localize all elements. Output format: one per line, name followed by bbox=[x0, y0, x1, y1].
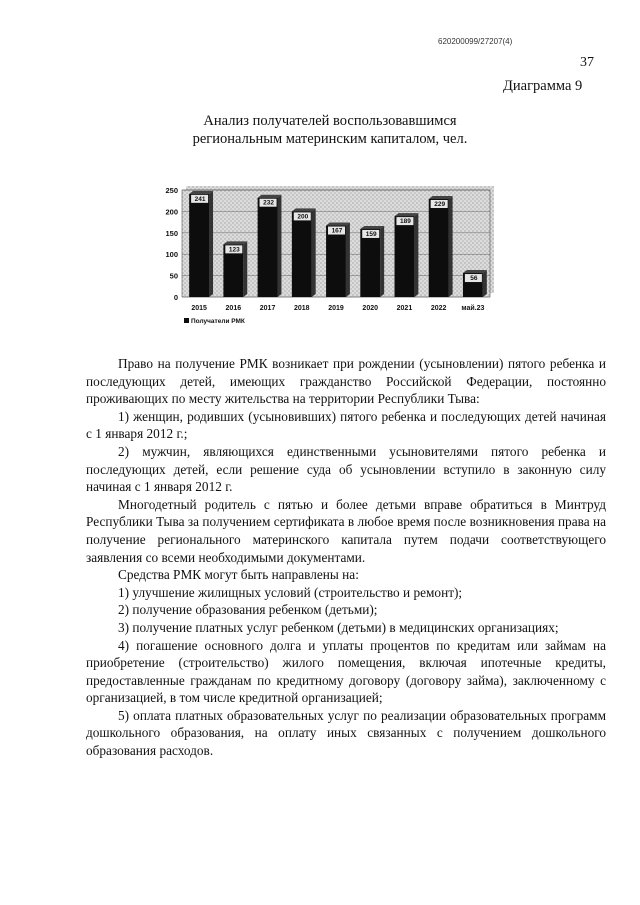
bar-top bbox=[223, 241, 247, 244]
data-label: 200 bbox=[297, 213, 309, 221]
y-tick-label: 100 bbox=[165, 250, 178, 260]
bar bbox=[292, 211, 312, 297]
bar-top bbox=[395, 213, 419, 216]
legend-label: Получатели РМК bbox=[191, 318, 245, 325]
bar bbox=[326, 226, 346, 297]
document-number: 620200099/27207(4) bbox=[438, 37, 513, 46]
page-number: 37 bbox=[580, 55, 594, 70]
y-tick-label: 150 bbox=[165, 228, 178, 238]
body-text bbox=[86, 355, 606, 760]
diagram-label: Диаграмма 9 bbox=[503, 78, 583, 94]
bar bbox=[189, 194, 209, 297]
x-tick-label: 2017 bbox=[259, 305, 276, 312]
paragraph-10: 5) оплата платных образовательных услуг по реализации образовательных программ дошкольного образования, на оплату иных связанных с получением дошкольного образования расходов. bbox=[86, 707, 606, 759]
data-label: 232 bbox=[263, 199, 274, 207]
bar-top bbox=[189, 191, 213, 194]
legend-swatch bbox=[184, 318, 189, 323]
bar-side bbox=[243, 241, 247, 297]
bar-side bbox=[380, 226, 384, 297]
x-tick-label: май.23 bbox=[461, 305, 485, 312]
paragraph-2: 1) женщин, родивших (усыновивших) пятого ребенка и последующих детей начиная с 1 января 2012 г.; bbox=[86, 408, 606, 442]
chart-title-line-1: Анализ получателей воспользовавшимся bbox=[203, 113, 457, 129]
bar-side bbox=[277, 195, 281, 297]
paragraph-6: 1) улучшение жилищных условий (строительство и ремонт); bbox=[118, 584, 463, 600]
data-label: 123 bbox=[228, 246, 240, 254]
bar-side bbox=[312, 208, 316, 297]
y-tick-label: 200 bbox=[165, 207, 178, 217]
data-label: 229 bbox=[434, 200, 446, 208]
chart-title bbox=[150, 112, 510, 148]
paragraph-9: 4) погашение основного долга и уплаты процентов по кредитам или займам на приобретение (строительство) жилого помещения, включая ипотечные кредиты, предоставленные гражданам по кредитному договору (договору займа), заключенному с организацией, в том числе кредитной организацией; bbox=[86, 637, 606, 706]
x-tick-label: 2018 bbox=[293, 305, 310, 312]
bar-side bbox=[483, 270, 487, 297]
y-tick-label: 0 bbox=[173, 293, 178, 302]
x-tick-label: 2022 bbox=[430, 305, 447, 312]
x-tick-label: 2015 bbox=[191, 305, 207, 312]
data-label: 56 bbox=[470, 275, 478, 283]
bar bbox=[395, 216, 415, 297]
paragraph-8: 3) получение платных услуг ребенком (детьми) в медицинских организациях; bbox=[118, 619, 559, 635]
bar bbox=[429, 199, 449, 297]
bar-top bbox=[292, 208, 316, 211]
bar-side bbox=[449, 196, 453, 297]
bar-side bbox=[209, 191, 213, 297]
data-label: 241 bbox=[194, 195, 206, 203]
data-label: 167 bbox=[331, 227, 343, 235]
bar bbox=[360, 229, 380, 297]
paragraph-5: Средства РМК могут быть направлены на: bbox=[118, 567, 359, 583]
bar-side bbox=[414, 213, 418, 297]
x-tick-label: 2020 bbox=[362, 305, 379, 312]
y-tick-label: 250 bbox=[165, 186, 178, 195]
bar bbox=[258, 198, 278, 297]
paragraph-3: 2) мужчин, являющихся единственными усыновителями пятого ребенка и последующих детей, если решение суда об усыновлении вступило в законную силу начиная с 1 января 2012 г. bbox=[86, 443, 606, 495]
bar-top bbox=[258, 195, 282, 198]
bar-top bbox=[360, 226, 384, 229]
bar-top bbox=[463, 270, 487, 273]
bar-top bbox=[326, 223, 350, 226]
paragraph-4: Многодетный родитель с пятью и более детьми вправе обратиться в Минтруд Республики Тыва за получением сертификата в любое время после возникновения права на получение регионального материнского капитала путем подачи соответствующего заявления со всеми необходимыми документами. bbox=[86, 496, 606, 565]
x-tick-label: 2019 bbox=[328, 305, 344, 312]
data-label: 189 bbox=[400, 218, 411, 226]
y-tick-label: 50 bbox=[169, 271, 178, 281]
paragraph-1: Право на получение РМК возникает при рождении (усыновлении) пятого ребенка и последующих детей, имеющих гражданство Российской Федерации, постоянно проживающих по месту жительства на территории Республики Тыва: bbox=[86, 356, 606, 407]
paragraph-7: 2) получение образования ребенком (детьми); bbox=[118, 602, 378, 618]
bar-side bbox=[346, 223, 350, 297]
x-tick-label: 2021 bbox=[396, 305, 413, 312]
x-tick-label: 2016 bbox=[225, 305, 242, 312]
data-label: 159 bbox=[365, 230, 377, 238]
bar-top bbox=[429, 196, 453, 199]
bar-chart bbox=[160, 182, 500, 332]
chart-title-line-2: региональным материнским капиталом, чел. bbox=[192, 131, 468, 147]
